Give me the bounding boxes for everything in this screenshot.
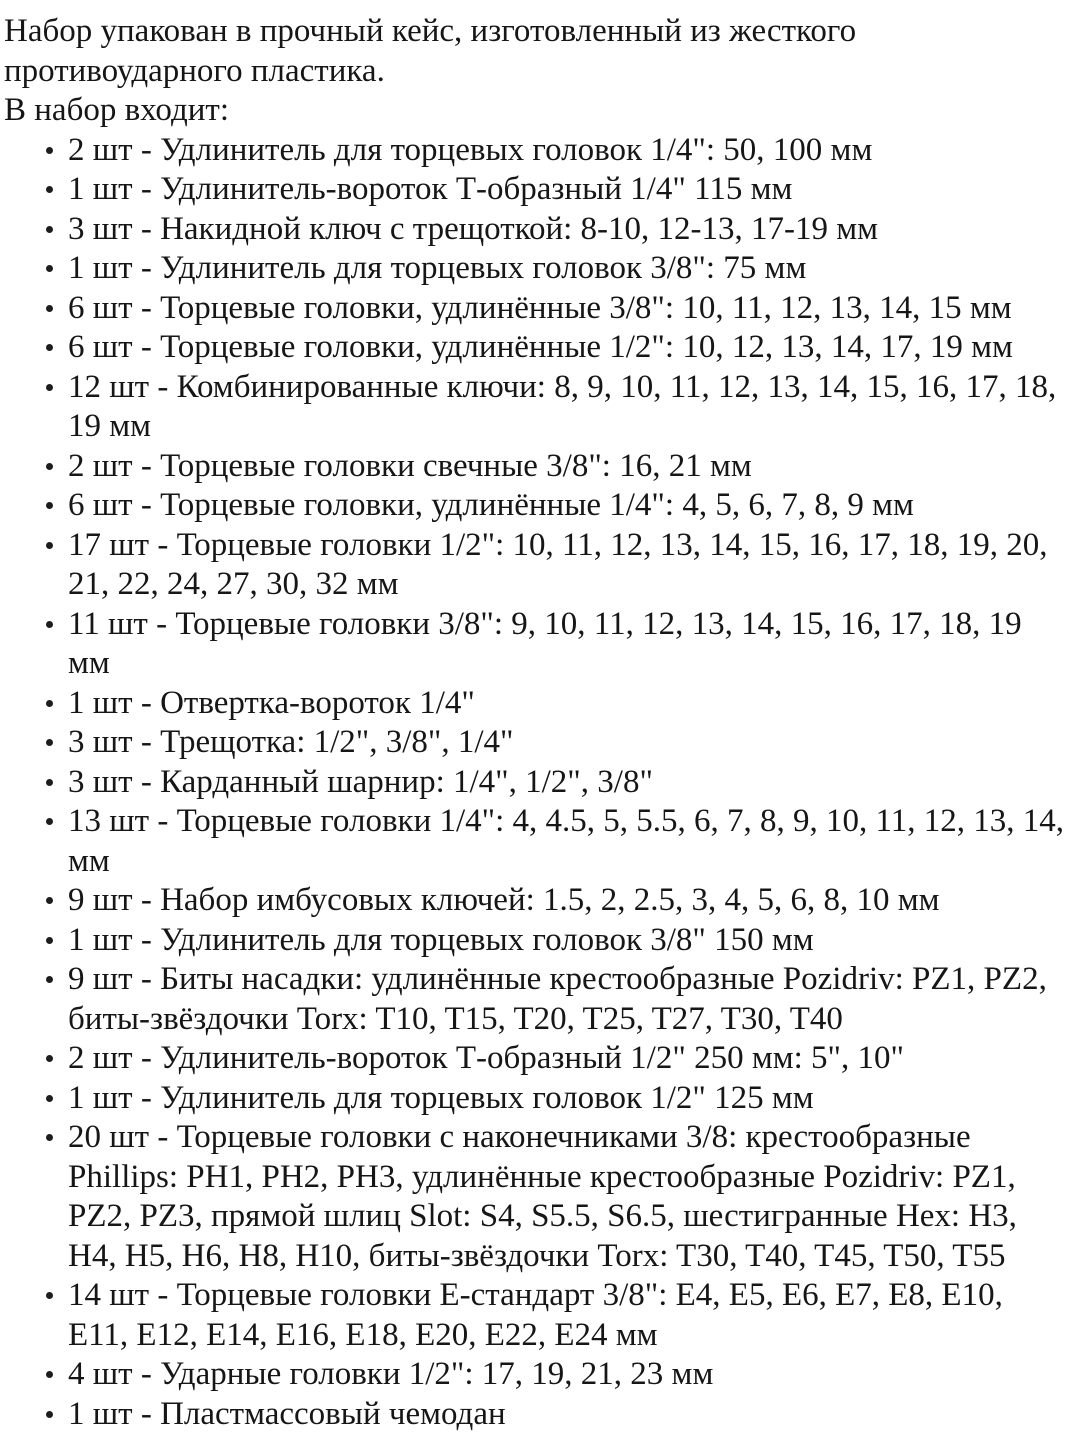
list-item — [4, 249, 1066, 289]
list-item — [4, 526, 1066, 605]
bullet-icon — [46, 779, 53, 786]
bullet-icon — [46, 542, 53, 549]
bullet-icon — [46, 1134, 53, 1141]
list-item-text: 9 шт - Биты насадки: удлинённые крестообразные Pozidriv: PZ1, PZ2, биты-звёздочки Torx: T10, T15, T20, T25, T27, T30, T40 — [68, 961, 1047, 1037]
bullet-icon — [46, 265, 53, 272]
bullet-icon — [46, 1055, 53, 1062]
list-item — [4, 131, 1066, 171]
list-item-text: 12 шт - Комбинированные ключи: 8, 9, 10, 11, 12, 13, 14, 15, 16, 17, 18, 19 мм — [68, 368, 1057, 444]
bullet-icon — [46, 976, 53, 983]
list-item — [4, 368, 1066, 447]
bullet-icon — [46, 937, 53, 944]
list-item-text: 6 шт - Торцевые головки, удлинённые 1/4": 4, 5, 6, 7, 8, 9 мм — [68, 487, 914, 523]
list-item-text: 14 шт - Торцевые головки Е-стандарт 3/8": E4, E5, E6, E7, E8, E10, E11, E12, E14, E16, E18, E20, E22, E24 мм — [68, 1277, 1003, 1353]
list-item-text: 6 шт - Торцевые головки, удлинённые 3/8": 10, 11, 12, 13, 14, 15 мм — [68, 289, 1012, 326]
bullet-icon — [46, 621, 53, 628]
list-item-text: 11 шт - Торцевые головки 3/8": 9, 10, 11, 12, 13, 14, 15, 16, 17, 18, 19 мм — [68, 605, 1022, 681]
list-item-text: 3 шт - Накидной ключ с трещоткой: 8-10, 12-13, 17-19 мм — [68, 210, 879, 247]
list-item — [4, 447, 1066, 487]
list-item-text: 1 шт - Удлинитель для торцевых головок 1/2" 125 мм — [68, 1079, 814, 1116]
bullet-icon — [46, 502, 53, 509]
bullet-icon — [46, 305, 53, 312]
list-item — [4, 605, 1066, 684]
bullet-icon — [46, 1292, 53, 1299]
list-item-text: 1 шт - Пластмассовый чемодан — [68, 1395, 506, 1432]
list-item-text: 4 шт - Ударные головки 1/2": 17, 19, 21, 23 мм — [68, 1356, 714, 1392]
intro-paragraph: Набор упакован в прочный кейс, изготовленный из жесткого противоударного пластика. — [4, 13, 857, 89]
list-item — [4, 881, 1066, 921]
bullet-icon — [46, 700, 53, 707]
bullet-icon — [46, 1411, 53, 1418]
items-list — [4, 131, 1066, 1435]
list-item — [4, 1395, 1066, 1435]
list-item — [4, 289, 1066, 329]
list-item — [4, 763, 1066, 803]
list-item-text: 9 шт - Набор имбусовых ключей: 1.5, 2, 2.5, 3, 4, 5, 6, 8, 10 мм — [68, 882, 940, 918]
list-item-text: 2 шт - Удлинитель-вороток Т-образный 1/2" 250 мм: 5", 10" — [68, 1040, 904, 1076]
bullet-icon — [46, 147, 53, 154]
list-item-text: 2 шт - Торцевые головки свечные 3/8": 16, 21 мм — [68, 447, 752, 484]
bullet-icon — [46, 739, 53, 746]
list-item — [4, 723, 1066, 763]
list-item — [4, 1276, 1066, 1355]
list-item — [4, 328, 1066, 368]
list-item — [4, 170, 1066, 210]
list-item — [4, 960, 1066, 1039]
list-item-text: 2 шт - Удлинитель для торцевых головок 1/4": 50, 100 мм — [68, 131, 873, 168]
bullet-icon — [46, 818, 53, 825]
bullet-icon — [46, 344, 53, 351]
list-heading: В набор входит: — [4, 92, 230, 128]
list-item — [4, 684, 1066, 724]
list-item-text: 1 шт - Удлинитель для торцевых головок 3/8": 75 мм — [68, 250, 807, 286]
list-item-text: 17 шт - Торцевые головки 1/2": 10, 11, 12, 13, 14, 15, 16, 17, 18, 19, 20, 21, 22, 24, 27, 30, 32 мм — [68, 526, 1048, 602]
bullet-icon — [46, 1371, 53, 1378]
bullet-icon — [46, 463, 53, 470]
list-item — [4, 921, 1066, 961]
bullet-icon — [46, 226, 53, 233]
list-item-text: 3 шт - Трещотка: 1/2", 3/8", 1/4" — [68, 724, 514, 760]
list-item — [4, 1079, 1066, 1119]
bullet-icon — [46, 384, 53, 391]
bullet-icon — [46, 897, 53, 904]
list-item-text: 1 шт - Удлинитель-вороток Т-образный 1/4" 115 мм — [68, 171, 793, 207]
list-item — [4, 210, 1066, 250]
list-item — [4, 1039, 1066, 1079]
list-item-text: 1 шт - Удлинитель для торцевых головок 3/8" 150 мм — [68, 921, 814, 958]
bullet-icon — [46, 186, 53, 193]
list-item — [4, 1355, 1066, 1395]
list-item — [4, 486, 1066, 526]
list-item-text: 3 шт - Карданный шарнир: 1/4", 1/2", 3/8" — [68, 763, 653, 800]
list-item-text: 20 шт - Торцевые головки с наконечниками 3/8: крестообразные Phillips: PH1, PH2, PH3, удлинённые крестообразные Pozidriv: PZ1, PZ2, PZ3, прямой шлиц Slot: S4, S5.5, S6.5, шестигранные Hex: H3, H4, H5, H6, H8, H10, биты-звёздочки Torx: T30, T40, T45, T50, T55 — [68, 1119, 1017, 1274]
list-item-text: 13 шт - Торцевые головки 1/4": 4, 4.5, 5, 5.5, 6, 7, 8, 9, 10, 11, 12, 13, 14, мм — [68, 803, 1065, 879]
list-item — [4, 802, 1066, 881]
list-item — [4, 1118, 1066, 1276]
list-item-text: 6 шт - Торцевые головки, удлинённые 1/2": 10, 12, 13, 14, 17, 19 мм — [68, 329, 1013, 365]
list-item-text: 1 шт - Отвертка-вороток 1/4" — [68, 684, 475, 721]
bullet-icon — [46, 1095, 53, 1102]
